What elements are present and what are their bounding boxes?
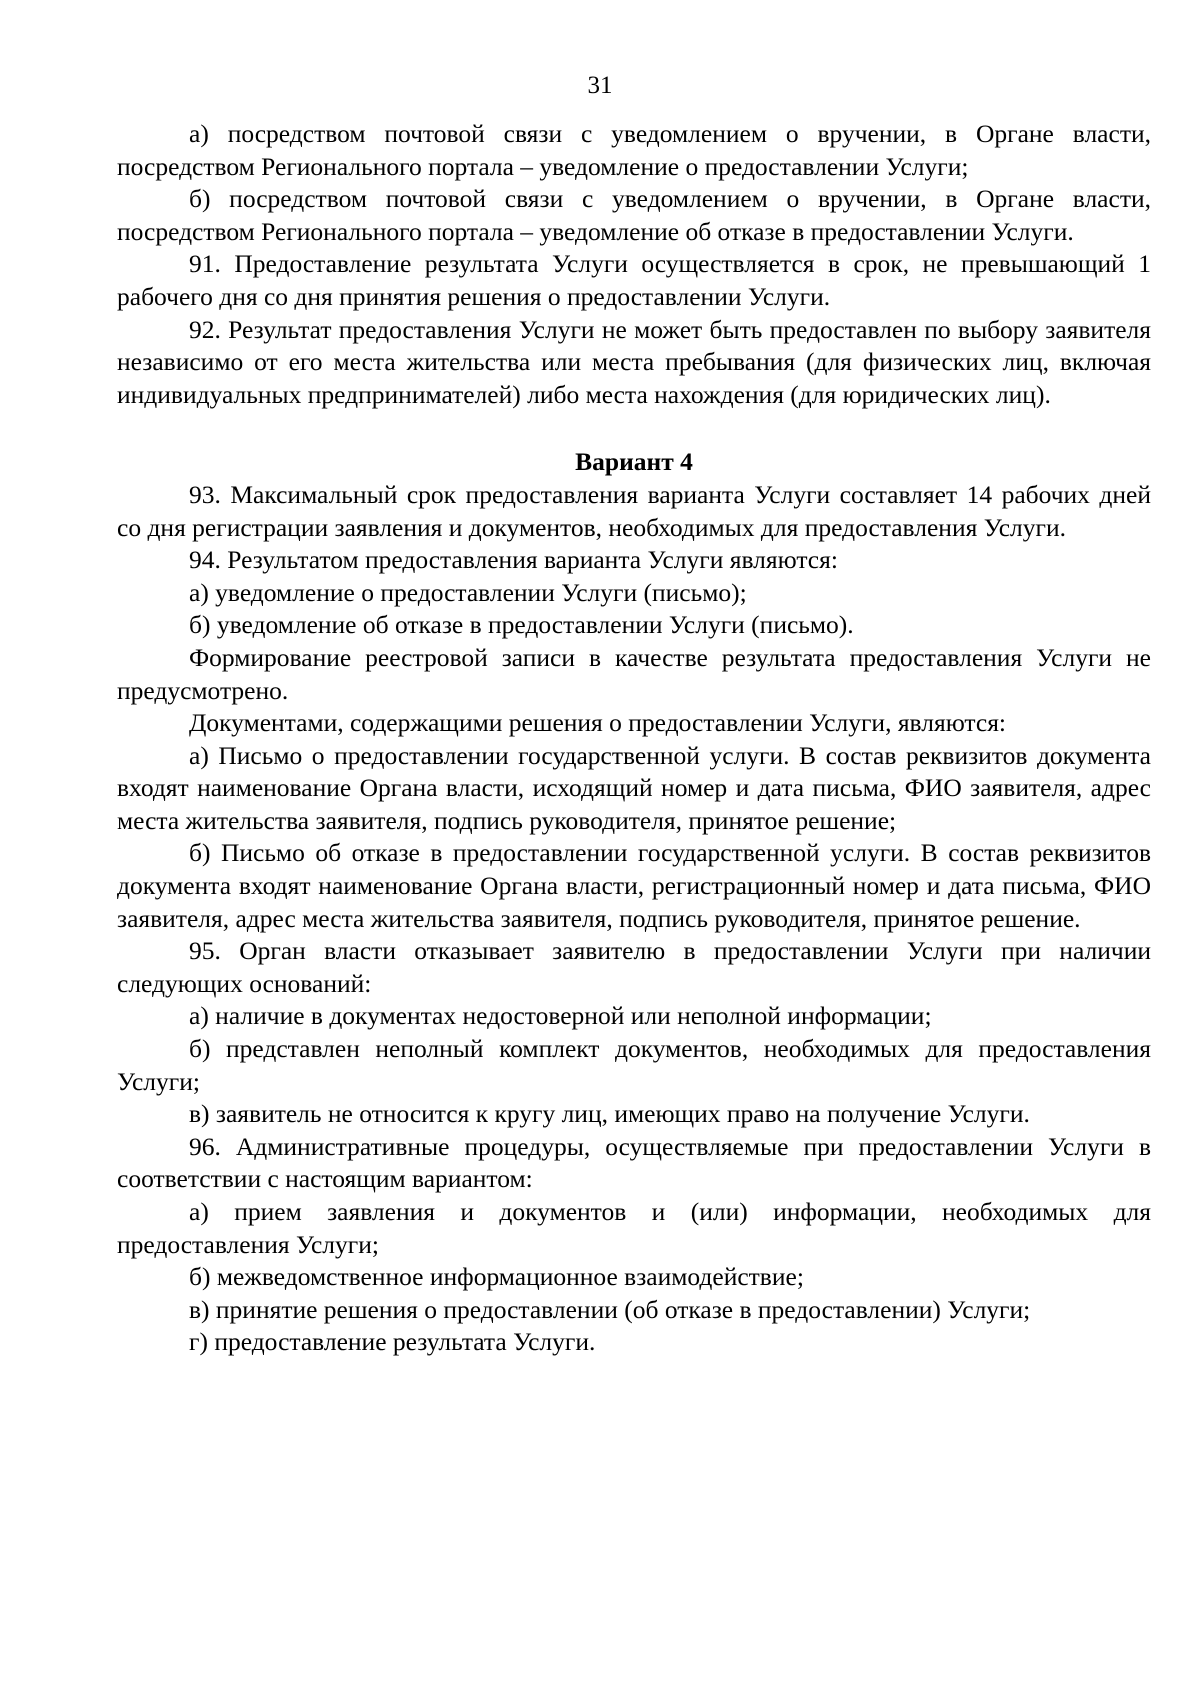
paragraph: а) Письмо о предоставлении государственной услуги. В состав реквизитов документа входят наименование Органа власти, исходящий номер и дата письма, ФИО заявителя, адрес места жительства заявителя, подпись руководителя, принятое решение;	[117, 740, 1151, 835]
paragraph: 95. Орган власти отказывает заявителю в предоставлении Услуги при наличии следующих оснований:	[117, 936, 1151, 998]
paragraph: а) прием заявления и документов и (или) информации, необходимых для предоставления Услуги;	[117, 1197, 1151, 1259]
document-body	[117, 118, 1151, 1359]
paragraph: б) межведомственное информационное взаимодействие;	[189, 1262, 804, 1292]
paragraph: а) наличие в документах недостоверной или неполной информации;	[189, 1001, 932, 1031]
paragraph: б) посредством почтовой связи с уведомлением о вручении, в Органе власти, посредством Регионального портала – уведомление об отказе в предоставлении Услуги.	[117, 184, 1151, 246]
paragraph: в) принятие решения о предоставлении (об отказе в предоставлении) Услуги;	[189, 1294, 1031, 1324]
paragraph: а) уведомление о предоставлении Услуги (письмо);	[189, 577, 747, 607]
paragraph: в) заявитель не относится к кругу лиц, имеющих право на получение Услуги.	[189, 1099, 1030, 1129]
paragraph: 91. Предоставление результата Услуги осуществляется в срок, не превышающий 1 рабочего дня со дня принятия решения о предоставлении Услуги.	[117, 249, 1151, 311]
paragraph: б) представлен неполный комплект документов, необходимых для предоставления Услуги;	[117, 1034, 1151, 1096]
section-heading: Вариант 4	[575, 447, 693, 477]
paragraph: б) уведомление об отказе в предоставлении Услуги (письмо).	[189, 610, 854, 640]
paragraph: Формирование реестровой записи в качестве результата предоставления Услуги не предусмотрено.	[117, 642, 1151, 705]
paragraph: б) Письмо об отказе в предоставлении государственной услуги. В состав реквизитов документа входят наименование Органа власти, регистрационный номер и дата письма, ФИО заявителя, адрес места жительства заявителя, подпись руководителя, принятое решение.	[117, 838, 1151, 933]
paragraph: а) посредством почтовой связи с уведомлением о вручении, в Органе власти, посредством Регионального портала – уведомление о предоставлении Услуги;	[117, 119, 1151, 181]
page-number: 31	[587, 72, 613, 99]
paragraph: 94. Результатом предоставления варианта Услуги являются:	[189, 545, 838, 575]
paragraph: г) предоставление результата Услуги.	[189, 1327, 596, 1357]
paragraph: 93. Максимальный срок предоставления варианта Услуги составляет 14 рабочих дней со дня регистрации заявления и документов, необходимых для предоставления Услуги.	[117, 479, 1151, 542]
paragraph: 96. Административные процедуры, осуществляемые при предоставлении Услуги в соответствии с настоящим вариантом:	[117, 1131, 1151, 1194]
paragraph: Документами, содержащими решения о предоставлении Услуги, являются:	[189, 708, 1007, 738]
paragraph: 92. Результат предоставления Услуги не может быть предоставлен по выбору заявителя независимо от его места жительства или места пребывания (для физических лиц, включая индивидуальных предпринимателей) либо места нахождения (для юридических лиц).	[117, 314, 1151, 409]
